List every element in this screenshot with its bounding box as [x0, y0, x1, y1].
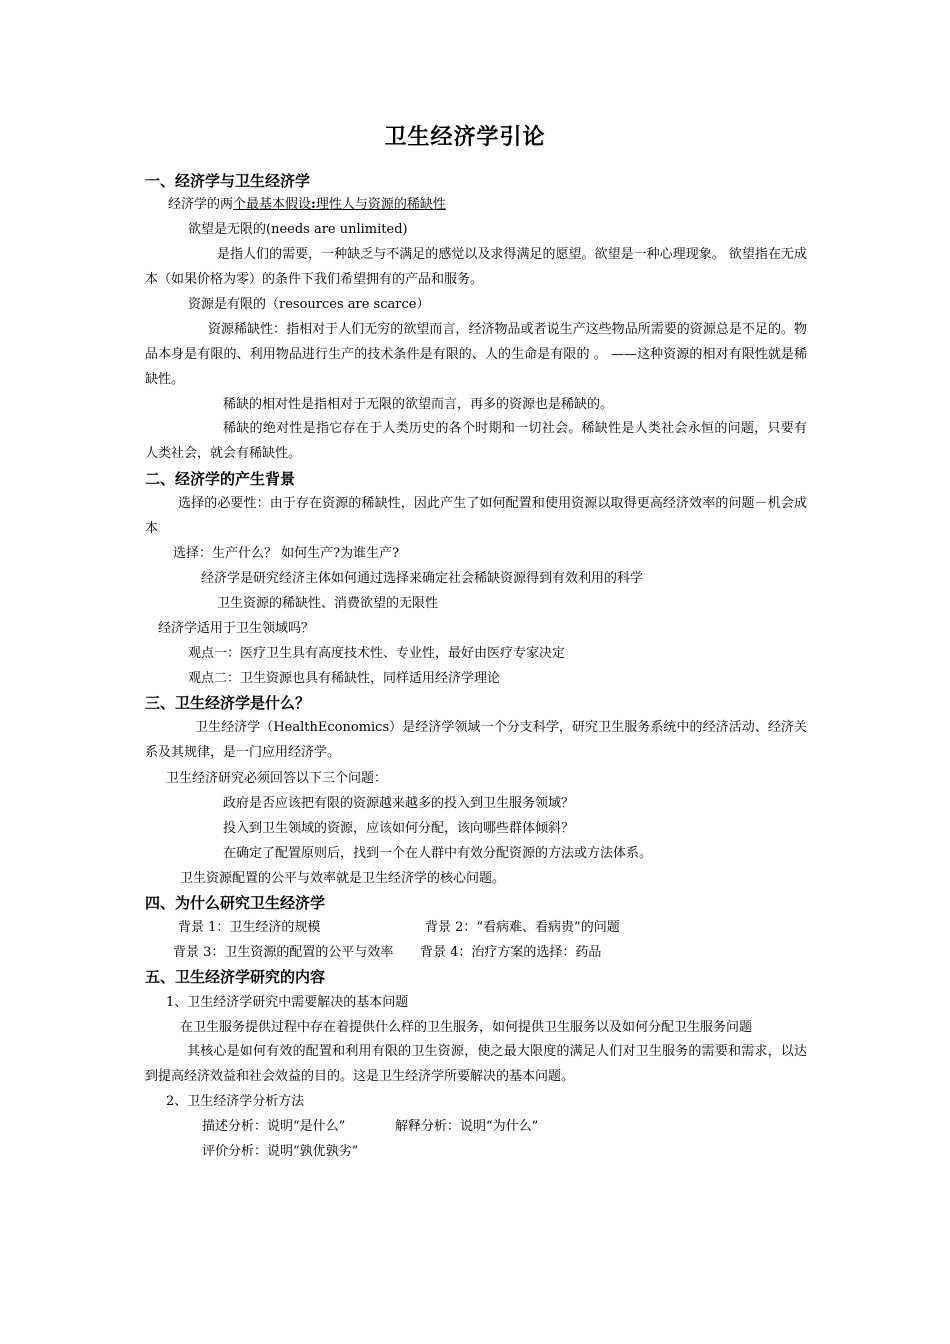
- evaluative-analysis: 评价分析：说明“孰优孰劣”: [202, 1144, 359, 1159]
- desire-body: 是指人们的需要，一种缺乏与不满足的感觉以及求得满足的愿望。欲望是一种心理现象。 欲望指在无成本（如果价格为零）的条件下我们希望拥有的产品和服务。: [145, 247, 807, 287]
- resource-title: 资源是有限的（resources are scarce）: [188, 297, 430, 312]
- choice-necessity: 选择的必要性：由于存在资源的稀缺性，因此产生了如何配置和使用资源以取得更高经济效率的问题－机会成本: [145, 496, 807, 536]
- applicability-question: 经济学适用于卫生领域吗？: [158, 621, 315, 636]
- content-core: 其核心是如何有效的配置和利用有限的卫生资源，使之最大限度的满足人们对卫生服务的需要和需求，以达到提高经济效益和社会效益的目的。这是卫生经济学所要解决的基本问题。: [145, 1044, 807, 1084]
- assumptions-underlined-1: 个最基本假设: [233, 197, 312, 212]
- three-questions-intro: 卫生经济研究必须回答以下三个问题：: [166, 771, 388, 786]
- question-2: 投入到卫生领域的资源，应该如何分配，该向哪些群体倾斜？: [223, 821, 575, 836]
- assumptions-colon: :: [311, 197, 316, 212]
- assumptions-prefix: 经济学的两: [168, 197, 234, 212]
- content-item-1-detail: 在卫生服务提供过程中存在着提供什么样的卫生服务，如何提供卫生服务以及如何分配卫生服务问题: [180, 1020, 753, 1035]
- section-2-heading: 二、经济学的产生背景: [145, 470, 296, 488]
- section-5-heading: 五、卫生经济学研究的内容: [145, 968, 326, 986]
- scarcity-absolute: 稀缺的绝对性是指它存在于人类历史的各个时期和一切社会。稀缺性是人类社会永恒的问题，只要有人类社会，就会有稀缺性。: [145, 421, 807, 461]
- content-item-2: 2、卫生经济学分析方法: [166, 1094, 305, 1109]
- descriptive-analysis: 描述分析：说明“是什么”: [202, 1119, 346, 1134]
- scarcity-body: 资源稀缺性：指相对于人们无穷的欲望而言，经济物品或者说生产这些物品所需要的资源总是不足的。物品本身是有限的、利用物品进行生产的技术条件是有限的、人的生命是有限的 。 ——这种资源的相对有限性就是稀缺性。: [145, 322, 807, 387]
- explanatory-analysis: 解释分析：说明“为什么”: [395, 1119, 539, 1134]
- health-economics-definition: 卫生经济学（HealthEconomics）是经济学领域一个分支科学，研究卫生服务系统中的经济活动、经济关系及其规律，是一门应用经济学。: [145, 720, 807, 760]
- health-scarcity: 卫生资源的稀缺性、消费欲望的无限性: [217, 596, 439, 611]
- document-title: 卫生经济学引论: [384, 125, 546, 150]
- background-2: 背景 2：“看病难、看病贵”的问题: [425, 920, 620, 935]
- viewpoint-1: 观点一：医疗卫生具有高度技术性、专业性，最好由医疗专家决定: [188, 646, 566, 661]
- background-1: 背景 1：卫生经济的规模: [178, 920, 321, 935]
- question-3: 在确定了配置原则后，找到一个在人群中有效分配资源的方法或方法体系。: [223, 846, 653, 861]
- viewpoint-2: 观点二：卫生资源也具有稀缺性，同样适用经济学理论: [188, 671, 501, 686]
- background-4: 背景 4：治疗方案的选择：药品: [420, 945, 602, 960]
- section-4-heading: 四、为什么研究卫生经济学: [145, 894, 326, 912]
- section-1-heading: 一、经济学与卫生经济学: [145, 172, 311, 190]
- content-item-1: 1、卫生经济学研究中需要解决的基本问题: [166, 995, 409, 1010]
- basic-assumptions-line: [168, 196, 446, 214]
- question-1: 政府是否应该把有限的资源越来越多的投入到卫生服务领域？: [223, 796, 575, 811]
- scarcity-relative: 稀缺的相对性是指相对于无限的欲望而言，再多的资源也是稀缺的。: [223, 397, 614, 412]
- choice-questions: 选择：生产什么？ 如何生产?为谁生产?: [173, 546, 400, 561]
- desire-title: 欲望是无限的(needs are unlimited): [188, 222, 408, 237]
- background-3: 背景 3：卫生资源的配置的公平与效率: [173, 945, 394, 960]
- assumptions-underlined-2: 理性人与资源的稀缺性: [315, 197, 446, 212]
- economics-definition: 经济学是研究经济主体如何通过选择来确定社会稀缺资源得到有效利用的科学: [201, 571, 644, 586]
- core-problem: 卫生资源配置的公平与效率就是卫生经济学的核心问题。: [180, 871, 506, 886]
- section-3-heading: 三、卫生经济学是什么？: [145, 694, 311, 712]
